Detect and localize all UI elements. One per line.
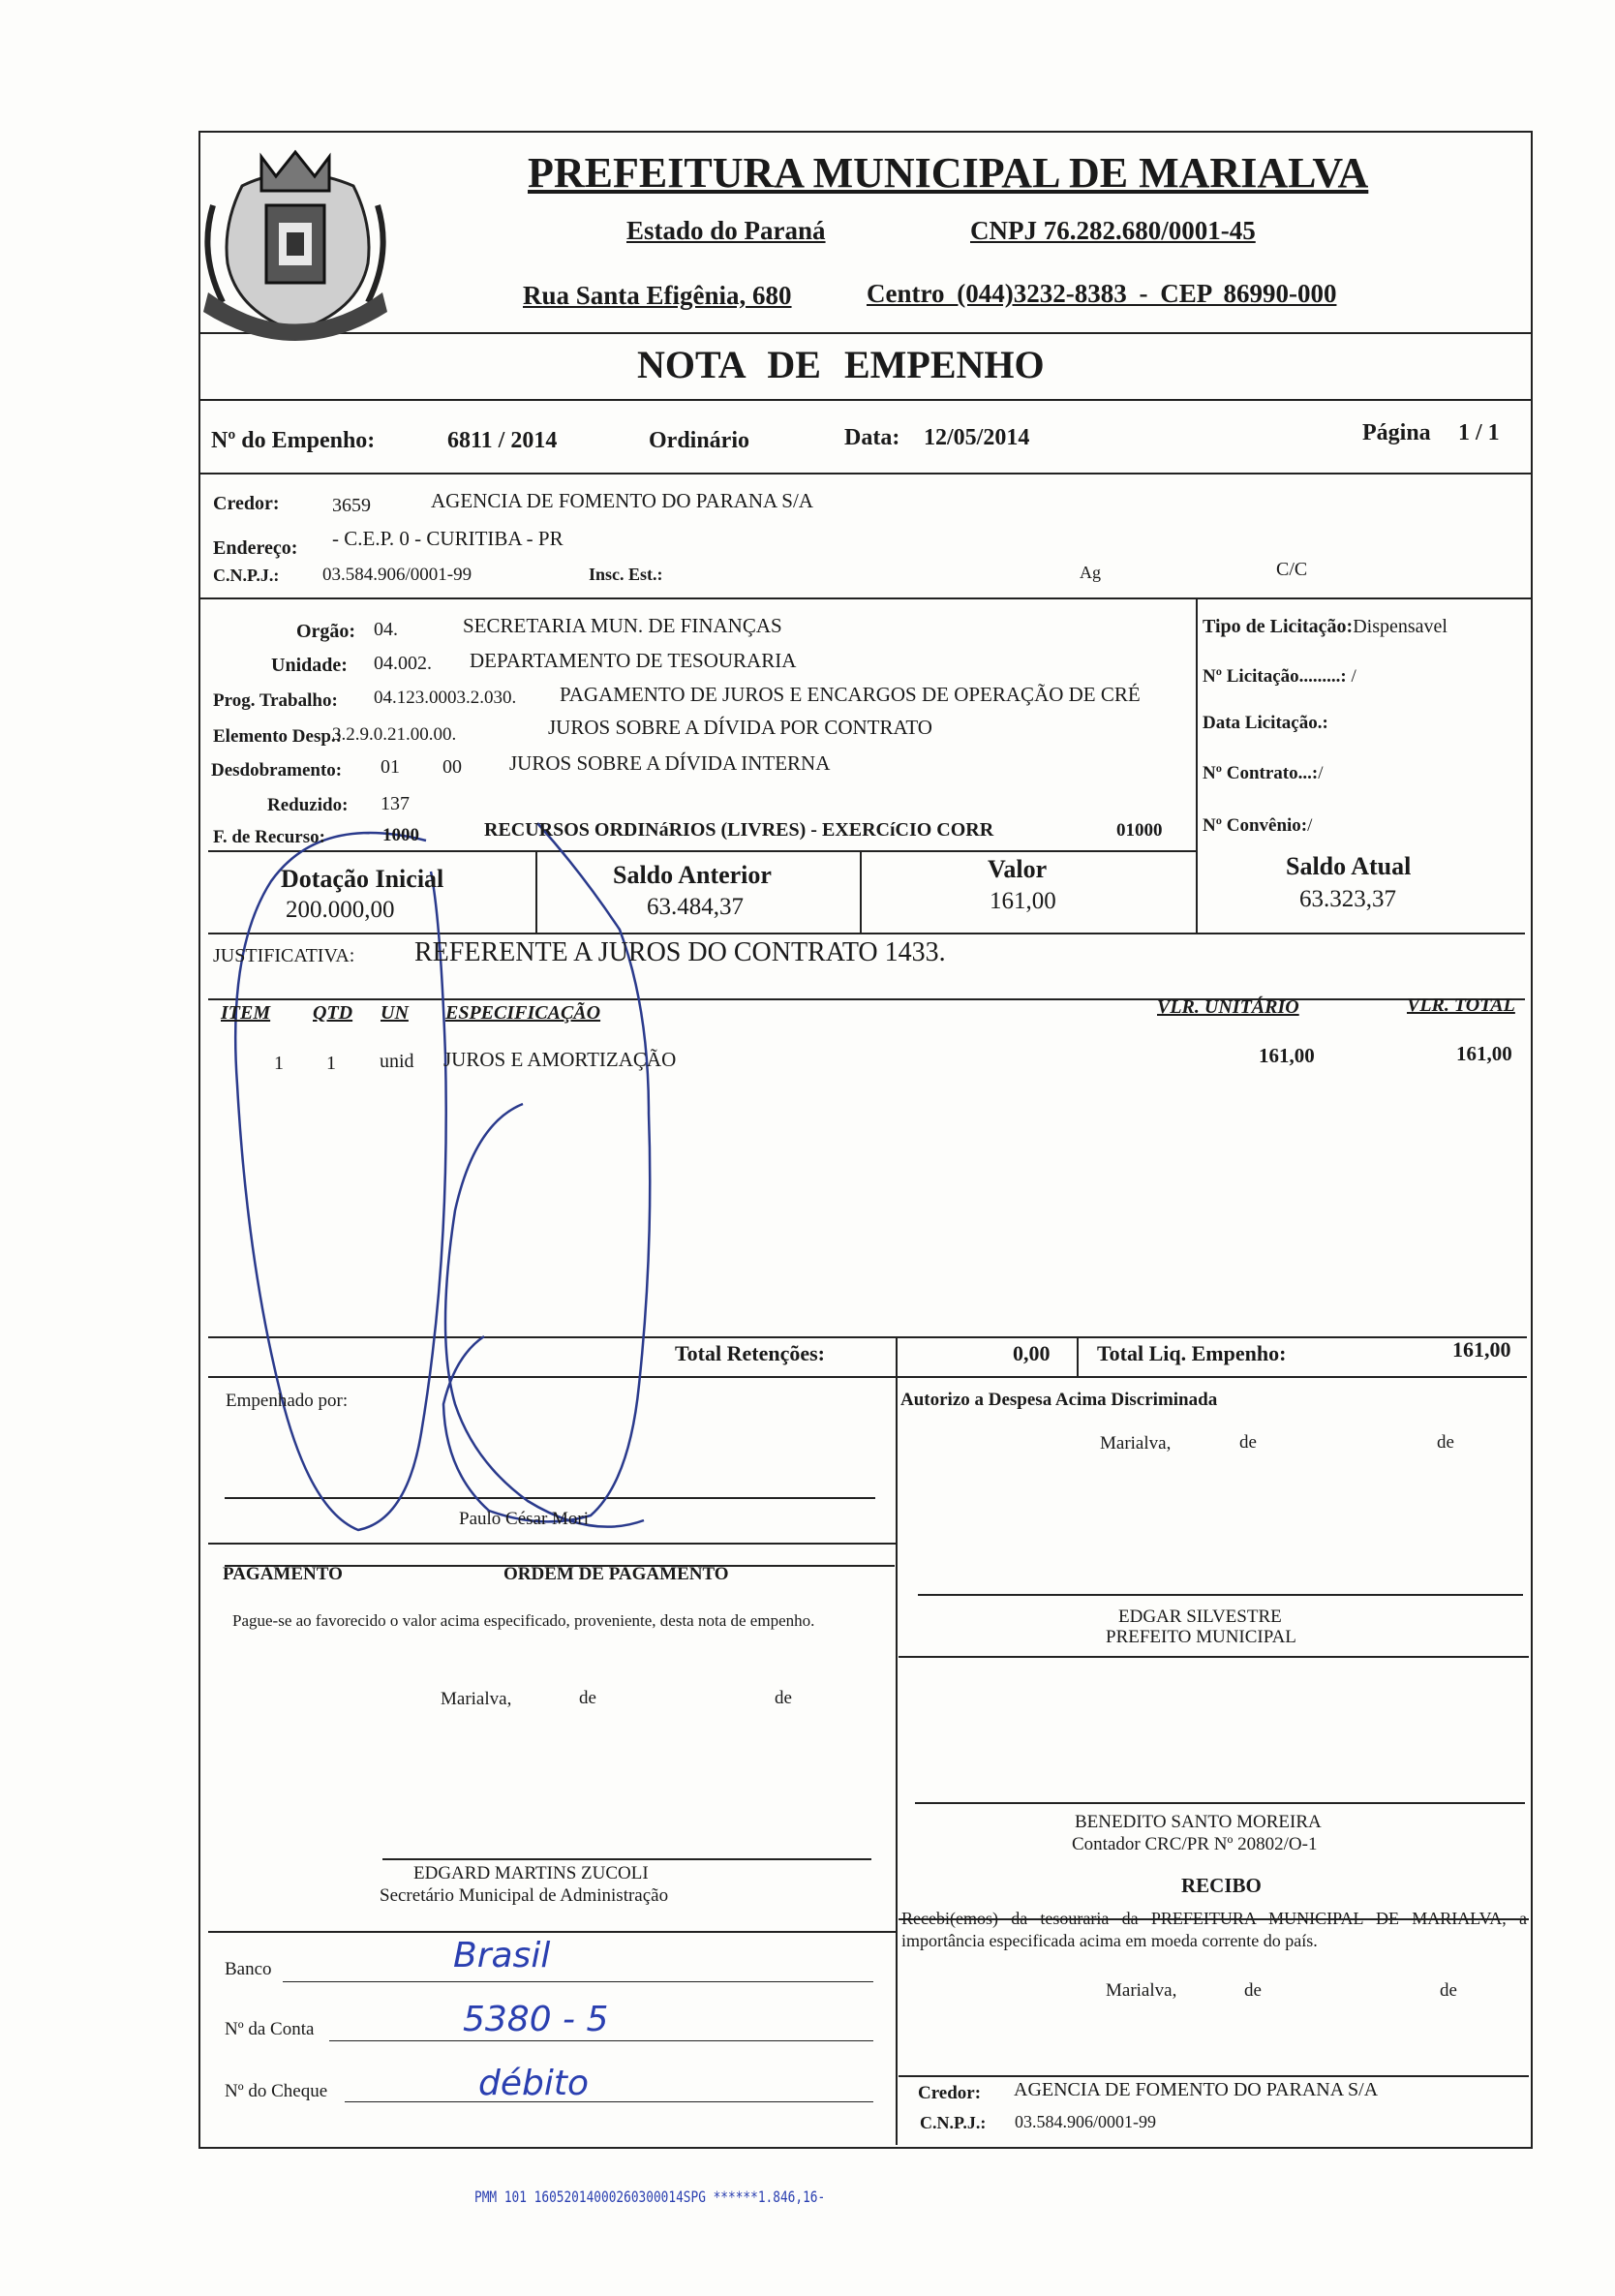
secretario-role: Secretário Municipal de Administração (380, 1885, 669, 1906)
dotacao-value: 200.000,00 (286, 897, 395, 923)
rule (198, 597, 1531, 599)
autorizo-label: Autorizo a Despesa Acima Discriminada (900, 1390, 1218, 1410)
prefeitura-address: Rua Santa Efigênia, 680 (523, 281, 792, 310)
banco-label: Banco (225, 1959, 272, 1979)
justificativa-text: REFERENTE A JUROS DO CONTRATO 1433. (414, 937, 946, 967)
row-un: unid (380, 1051, 414, 1072)
rule (208, 998, 1525, 1000)
tipo-licitacao-label: Tipo de Licitação: (1203, 616, 1354, 637)
banco-line (283, 1981, 873, 1982)
rule (225, 1497, 875, 1499)
elemento-name: JUROS SOBRE A DÍVIDA POR CONTRATO (548, 716, 932, 739)
ag-label: Ag (1080, 563, 1101, 582)
prog-value: 04.123.0003.2.030. (374, 688, 517, 708)
prog-label: Prog. Trabalho: (213, 690, 338, 711)
pagamento-de1: de (579, 1688, 596, 1708)
liquido-label: Total Liq. Empenho: (1097, 1341, 1287, 1365)
row-spec: JUROS E AMORTIZAÇÃO (443, 1048, 677, 1071)
recibo-text: Recebi(emos) da tesouraria da PREFEITURA MUNICIPAL DE MARIALVA, a importância especificada acima em moeda corrente do país. (901, 1909, 1527, 1950)
desdob-name: JUROS SOBRE A DÍVIDA INTERNA (509, 751, 831, 775)
contrato-value: / (1318, 763, 1324, 783)
ordem-label: ORDEM DE PAGAMENTO (503, 1564, 729, 1584)
cc-label: C/C (1276, 559, 1308, 580)
rule (899, 1656, 1529, 1658)
unidade-name: DEPARTAMENTO DE TESOURARIA (470, 649, 797, 672)
credor-name: AGENCIA DE FOMENTO DO PARANA S/A (431, 489, 813, 512)
convenio-label: Nº Convênio: (1203, 815, 1308, 836)
saldo-atual-value: 63.323,37 (1299, 886, 1396, 912)
convenio-value: / (1307, 815, 1313, 836)
tipo-licitacao (1203, 617, 1447, 636)
recurso-label: F. de Recurso: (213, 827, 325, 847)
orgao-label: Orgão: (296, 621, 356, 642)
justificativa-label: JUSTIFICATIVA: (213, 945, 355, 966)
recibo-de1: de (1244, 1980, 1262, 2001)
recurso-code: 01000 (1116, 820, 1163, 841)
page-label: Página (1362, 420, 1431, 445)
rule (208, 933, 1525, 934)
rule (860, 850, 862, 933)
retencoes-value: 0,00 (1013, 1341, 1051, 1365)
valor-label: Valor (988, 855, 1048, 883)
recibo-city: Marialva, (1106, 1980, 1177, 2001)
credor-address: - C.E.P. 0 - CURITIBA - PR (332, 527, 564, 550)
address-label: Endereço: (213, 537, 298, 559)
rule (1077, 1336, 1079, 1376)
contador-name: BENEDITO SANTO MOREIRA (1075, 1812, 1322, 1832)
recurso-name: RECURSOS ORDINáRIOS (LIVRES) - EXERCíCIO CORR (484, 819, 994, 841)
convenio (1203, 816, 1312, 835)
autorizo-city: Marialva, (1100, 1433, 1172, 1454)
col-un: UN (381, 1002, 409, 1024)
prefeito-role: PREFEITO MUNICIPAL (1106, 1627, 1296, 1647)
insc-label: Insc. Est.: (589, 565, 663, 584)
empenhado-label: Empenhado por: (226, 1391, 349, 1411)
prefeitura-title: PREFEITURA MUNICIPAL DE MARIALVA (528, 149, 1369, 197)
numero-licitacao (1203, 667, 1356, 686)
rule (198, 399, 1531, 401)
reduzido-label: Reduzido: (267, 795, 349, 815)
page-number: 1 / 1 (1458, 420, 1500, 445)
col-qtd: QTD (313, 1002, 353, 1024)
row-total-value: 161,00 (1456, 1042, 1512, 1065)
numero-licitacao-label: Nº Licitação.........: (1203, 666, 1347, 687)
rule (382, 1858, 871, 1860)
data-licitacao-label: Data Licitação.: (1203, 713, 1328, 733)
saldo-anterior-label: Saldo Anterior (613, 861, 772, 889)
rule (208, 1543, 896, 1545)
cnpj-prefeitura: CNPJ 76.282.680/0001-45 (970, 216, 1256, 245)
pagamento-city: Marialva, (441, 1689, 512, 1709)
pagamento-text: Pague-se ao favorecido o valor acima especificado, proveniente, desta nota de empenho. (232, 1611, 815, 1630)
rule (535, 850, 537, 933)
rule (198, 332, 1531, 334)
rule (208, 1376, 1527, 1378)
col-spec: ESPECIFICAÇÃO (445, 1002, 601, 1024)
recibo-label: RECIBO (1181, 1874, 1262, 1897)
orgao-value: 04. (374, 619, 398, 640)
credor-code: 3659 (332, 495, 371, 516)
col-unit-value: VLR. UNITÁRIO (1157, 996, 1299, 1018)
autorizo-de2: de (1437, 1432, 1454, 1453)
empenho-number: 6811 / 2014 (447, 428, 558, 453)
unidade-label: Unidade: (271, 655, 348, 676)
contrato-label: Nº Contrato...: (1203, 763, 1319, 783)
banco-value: Brasil (453, 1936, 551, 1975)
rule (208, 1336, 1527, 1338)
recibo-cnpj-label: C.N.P.J.: (920, 2113, 987, 2132)
saldo-atual-label: Saldo Atual (1286, 852, 1412, 880)
pagamento-de2: de (775, 1688, 792, 1708)
conta-label: Nº da Conta (225, 2019, 315, 2039)
rule (915, 1802, 1525, 1804)
col-item: ITEM (221, 1002, 271, 1024)
desdob-label: Desdobramento: (211, 760, 343, 781)
numero-licitacao-value: / (1351, 666, 1356, 687)
saldo-anterior-value: 63.484,37 (647, 894, 744, 920)
contador-role: Contador CRC/PR Nº 20802/O-1 (1072, 1834, 1318, 1854)
orgao-name: SECRETARIA MUN. DE FINANÇAS (463, 614, 782, 637)
elemento-value: 3.2.9.0.21.00.00. (332, 724, 457, 745)
dotacao-label: Dotação Inicial (281, 865, 444, 893)
col-total-value: VLR. TOTAL (1407, 995, 1515, 1016)
prog-name: PAGAMENTO DE JUROS E ENCARGOS DE OPERAÇÃO DE CRÉ (560, 683, 1141, 706)
date-value: 12/05/2014 (924, 425, 1030, 450)
conta-value: 5380 - 5 (463, 2000, 609, 2039)
contrato (1203, 764, 1323, 782)
rule (198, 473, 1531, 475)
date-label: Data: (844, 425, 900, 450)
credor-cnpj-label: C.N.P.J.: (213, 566, 280, 585)
desdob-a: 01 (381, 756, 400, 778)
empenhado-signer: Paulo César Mori (459, 1509, 590, 1529)
secretario-name: EDGARD MARTINS ZUCOLI (413, 1863, 649, 1883)
recibo-de2: de (1440, 1980, 1457, 2001)
row-item: 1 (274, 1053, 284, 1074)
rule (918, 1594, 1523, 1596)
cheque-value: débito (478, 2064, 589, 2103)
credor-cnpj: 03.584.906/0001-99 (322, 565, 472, 585)
unidade-value: 04.002. (374, 653, 432, 674)
rule (899, 2075, 1529, 2077)
rule (208, 1931, 896, 1933)
recibo-credor-label: Credor: (918, 2083, 982, 2103)
state-label: Estado do Paraná (626, 216, 826, 245)
reduzido-value: 137 (381, 793, 410, 814)
rule (1196, 597, 1198, 934)
retencoes-label: Total Retenções: (675, 1341, 825, 1365)
elemento-label: Elemento Desp.: (213, 726, 342, 747)
cheque-line (345, 2101, 873, 2102)
desdob-b: 00 (442, 756, 462, 778)
rule (896, 1336, 898, 2145)
pagamento-label: PAGAMENTO (223, 1564, 343, 1584)
prefeitura-contact: Centro (044)3232-8383 - CEP 86990-000 (867, 279, 1337, 308)
autorizo-de1: de (1239, 1432, 1257, 1453)
recurso-value: 1000 (382, 825, 419, 845)
recibo-cnpj: 03.584.906/0001-99 (1015, 2112, 1156, 2131)
row-unit-value: 161,00 (1259, 1044, 1315, 1067)
doc-title: NOTA DE EMPENHO (637, 343, 1045, 386)
credor-label: Credor: (213, 493, 280, 514)
tipo-licitacao-value: Dispensavel (1353, 616, 1447, 637)
prefeito-name: EDGAR SILVESTRE (1118, 1607, 1282, 1627)
valor-value: 161,00 (990, 888, 1056, 914)
cheque-label: Nº do Cheque (225, 2081, 328, 2101)
rule (208, 850, 1196, 852)
footer-code: PMM 101 16052014000260300014SPG ******1.846,16- (474, 2188, 826, 2206)
liquido-value: 161,00 (1452, 1337, 1511, 1362)
empenho-number-label: Nº do Empenho: (211, 428, 376, 453)
conta-line (329, 2040, 873, 2041)
recibo-credor: AGENCIA DE FOMENTO DO PARANA S/A (1014, 2079, 1379, 2100)
row-qtd: 1 (326, 1053, 336, 1074)
empenho-type: Ordinário (649, 428, 750, 453)
